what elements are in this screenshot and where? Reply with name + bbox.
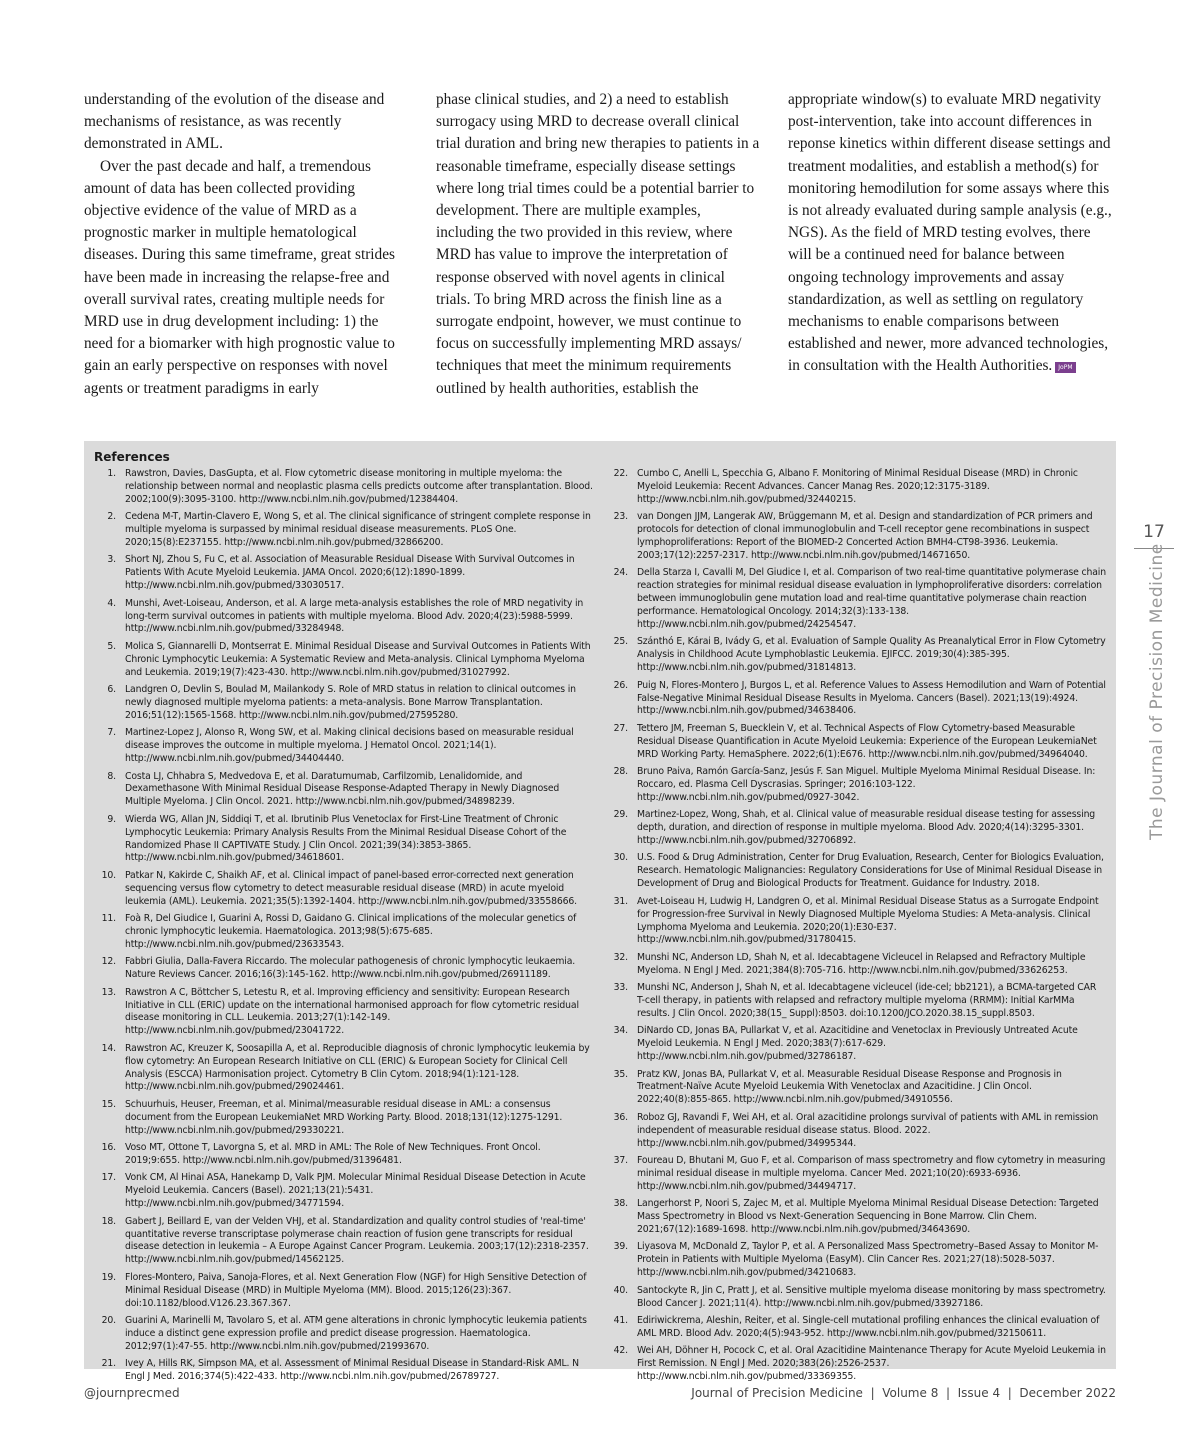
reference-number: 11. bbox=[101, 913, 116, 925]
reference-number: 36. bbox=[613, 1111, 628, 1123]
reference-item bbox=[94, 1099, 594, 1138]
body-column-2 bbox=[436, 89, 762, 400]
reference-number: 8. bbox=[107, 770, 116, 782]
journal-title-vertical: The Journal of Precision Medicine bbox=[1147, 543, 1167, 840]
reference-text: Ivey A, Hills RK, Simpson MA, et al. Assessment of Minimal Residual Disease in Standard-Risk AML. N Engl J Med. 2016;374(5):422-433. http://www.ncbi.nlm.nih.gov/pubmed/26789727. bbox=[125, 1358, 579, 1383]
reference-item bbox=[94, 511, 594, 550]
reference-text: Vonk CM, Al Hinai ASA, Hanekamp D, Valk PJM. Molecular Minimal Residual Disease Detection in Acute Myeloid Leukemia. Cancers (Basel). 2021;13(21):5431. http://www.ncbi.nlm.nih.gov/pubmed/34771594. bbox=[125, 1172, 586, 1210]
reference-text: Guarini A, Marinelli M, Tavolaro S, et al. ATM gene alterations in chronic lymphocytic leukemia patients induce a distinct gene expression profile and predict disease progression. Haematologica. 2012;97(1):47-55. http://www.ncbi.nlm.nih.gov/pubmed/21993670. bbox=[125, 1314, 587, 1352]
reference-number: 21. bbox=[101, 1358, 116, 1370]
reference-item bbox=[606, 766, 1106, 805]
references-box bbox=[84, 441, 1116, 1383]
reference-number: 23. bbox=[613, 511, 628, 523]
reference-text: Short NJ, Zhou S, Fu C, et al. Association of Measurable Residual Disease With Survival Outcomes in Patients With Acute Myeloid Leukemia. JAMA Oncol. 2020;6(12):1890-1899. http://www.ncbi.nlm.nih.gov/pubmed/33030517. bbox=[125, 554, 575, 592]
reference-number: 22. bbox=[613, 468, 628, 479]
reference-item bbox=[94, 554, 594, 593]
reference-item bbox=[94, 1315, 594, 1354]
reference-number: 34. bbox=[613, 1025, 628, 1037]
reference-text: Cedena M-T, Martin-Clavero E, Wong S, et al. The clinical significance of stringent complete response in multiple myeloma is surpassed by minimal residual disease measurements. PLoS One. 2020;15(8):E237155. http://www.ncbi.nlm.nih.gov/pubmed/32866200. bbox=[125, 511, 591, 549]
reference-number: 25. bbox=[613, 636, 628, 648]
reference-item bbox=[94, 987, 594, 1039]
page-number: 17 bbox=[1143, 522, 1165, 542]
reference-number: 13. bbox=[101, 986, 116, 998]
reference-number: 28. bbox=[613, 766, 628, 778]
body-column-3 bbox=[788, 89, 1114, 400]
reference-item bbox=[94, 1216, 594, 1268]
reference-item bbox=[94, 598, 594, 637]
reference-item bbox=[94, 468, 594, 507]
reference-number: 20. bbox=[101, 1314, 116, 1326]
reference-number: 12. bbox=[101, 956, 116, 968]
reference-item bbox=[94, 727, 594, 766]
reference-text: Ediriwickrema, Aleshin, Reiter, et al. Single-cell mutational profiling enhances the clinical evaluation of AML MRD. Blood Adv. 2020;4(5):943-952. http://www.ncbi.nlm.nih.gov/pubmed/32150611. bbox=[637, 1314, 1100, 1339]
reference-text: Martinez-Lopez J, Alonso R, Wong SW, et al. Making clinical decisions based on measurable residual disease improves the outcome in multiple myeloma. J Hematol Oncol. 2021;14(1). http://www.ncbi.nlm.nih.gov/pubmed/34404440. bbox=[125, 727, 574, 765]
journal-citation: Journal of Precision Medicine | Volume 8 | Issue 4 | December 2022 bbox=[691, 1386, 1116, 1400]
reference-text: Szánthó E, Kárai B, Ivády G, et al. Evaluation of Sample Quality As Preanalytical Error in Flow Cytometry Analysis in Childhood Acute Lymphoblastic Leukemia. EJIFCC. 2019;30(4):385-395. http://www.ncbi.nlm.nih.gov/pubmed/31814813. bbox=[637, 636, 1106, 674]
reference-number: 37. bbox=[613, 1155, 628, 1166]
body-column-1 bbox=[84, 89, 410, 400]
reference-text: Tettero JM, Freeman S, Buecklein V, et al. Technical Aspects of Flow Cytometry-based Measurable Residual Disease Quantification in Acute Myeloid Leukemia: Experience of the European LeukemiaNet MRD Working Party. HemaSphere. 2022;6(1):E676. http://www.ncbi.nlm.nih.gov/pubmed/34964040. bbox=[637, 722, 1097, 760]
reference-number: 6. bbox=[107, 684, 116, 696]
page-footer bbox=[84, 1386, 1116, 1400]
reference-number: 1. bbox=[107, 468, 116, 479]
reference-text: Munshi NC, Anderson LD, Shah N, et al. Idecabtagene Vicleucel in Relapsed and Refractory Multiple Myeloma. N Engl J Med. 2021;384(8):705-716. http://www.ncbi.nlm.nih.gov/pubmed/33626253. bbox=[637, 951, 1086, 976]
reference-number: 35. bbox=[613, 1068, 628, 1080]
social-handle: @journprecmed bbox=[84, 1386, 180, 1400]
reference-number: 7. bbox=[107, 727, 116, 739]
reference-item bbox=[606, 952, 1106, 978]
reference-item bbox=[94, 814, 594, 866]
reference-text: Roboz GJ, Ravandi F, Wei AH, et al. Oral azacitidine prolongs survival of patients with AML in remission independent of measurable residual disease status. Blood. 2022. http://www.ncbi.nlm.nih.gov/pubmed/34995344. bbox=[637, 1111, 1099, 1149]
reference-number: 17. bbox=[101, 1172, 116, 1184]
reference-text: Wei AH, Döhner H, Pocock C, et al. Oral Azacitidine Maintenance Therapy for Acute Myeloid Leukemia in First Remission. N Engl J Med. 2020;383(26):2526-2537. http://www.ncbi.nlm.nih.gov/pubmed/33369355. bbox=[637, 1345, 1106, 1383]
reference-text: U.S. Food & Drug Administration, Center for Drug Evaluation, Research, Center for Biologics Evaluation, Research. Hematologic Malignancies: Regulatory Considerations for Use of Minimal Residual Disease in Development of Drug and Biological Products for Treatment. Guidance for Industry. 2018. bbox=[637, 852, 1104, 890]
reference-item bbox=[606, 511, 1106, 563]
reference-number: 15. bbox=[101, 1098, 116, 1110]
reference-number: 10. bbox=[101, 869, 116, 881]
reference-number: 27. bbox=[613, 722, 628, 734]
reference-item bbox=[94, 870, 594, 909]
reference-number: 41. bbox=[613, 1314, 628, 1326]
reference-text: Rawstron A C, Böttcher S, Letestu R, et al. Improving efficiency and sensitivity: European Research Initiative in CLL (ERIC) update on the international harmonised approach for flow cytometric residual disease monitoring in CLL. Leukemia. 2013;27(1):142-149. http://www.ncbi.nlm.nih.gov/pubmed/23041722. bbox=[125, 986, 579, 1037]
reference-text: Avet-Loiseau H, Ludwig H, Landgren O, et al. Minimal Residual Disease Status as a Surrogate Endpoint for Progression-free Survival in Newly Diagnosed Multiple Myeloma Studies: A Meta-analysis. Clinical Lymphoma Myeloma and Leukemia. 2020;20(1):E30-E37. http://www.ncbi.nlm.nih.gov/pubmed/31780415. bbox=[637, 895, 1099, 946]
paragraph: understanding of the evolution of the disease and mechanisms of resistance, as was recently demonstrated in AML. bbox=[84, 91, 385, 153]
reference-number: 33. bbox=[613, 982, 628, 994]
reference-number: 32. bbox=[613, 951, 628, 963]
paragraph-text: appropriate window(s) to evaluate MRD negativity post-intervention, take into account differences in reponse kinetics within different disease settings and treatment modalities, and establish a method(s) for monitoring hemodilution for some assays where this is not already evaluated during sample analysis (e.g., NGS). As the field of MRD testing evolves, there will be a continued need for balance between ongoing technology improvements and assay standardization, as well as settling on regulatory mechanisms to enable comparisons between established and newer, more advanced technologies, in consultation with the Health Authorities. bbox=[788, 91, 1112, 375]
reference-text: Puig N, Flores-Montero J, Burgos L, et al. Reference Values to Assess Hemodilution and Warn of Potential False-Negative Minimal Residual Disease Results in Myeloma. Cancers (Basel). 2021;13(19):4924. http://www.ncbi.nlm.nih.gov/pubmed/34638406. bbox=[637, 679, 1106, 717]
reference-number: 42. bbox=[613, 1345, 628, 1357]
reference-number: 18. bbox=[101, 1215, 116, 1227]
reference-item bbox=[606, 1285, 1106, 1311]
reference-item bbox=[606, 680, 1106, 719]
reference-item bbox=[606, 982, 1106, 1021]
reference-number: 30. bbox=[613, 852, 628, 864]
reference-text: Gabert J, Beillard E, van der Velden VHJ, et al. Standardization and quality control studies of 'real-time' quantitative reverse transcriptase polymerase chain reaction of fusion gene transcripts for residual disease detection in leukemia – A Europe Against Cancer Program. Leukemia. 2003;17(12):2318-2357. http://www.ncbi.nlm.nih.gov/pubmed/14562125. bbox=[125, 1215, 589, 1266]
reference-number: 14. bbox=[101, 1042, 116, 1054]
reference-text: Bruno Paiva, Ramón García-Sanz, Jesús F. San Miguel. Multiple Myeloma Minimal Residual Disease. In: Roccaro, ed. Plasma Cell Dyscrasias. Springer; 2016:103-122. http://www.ncbi.nlm.nih.gov/pubmed/0927-3042. bbox=[637, 766, 1096, 803]
reference-number: 5. bbox=[107, 640, 116, 652]
reference-item bbox=[606, 567, 1106, 632]
reference-item bbox=[606, 1112, 1106, 1151]
reference-text: Rawstron AC, Kreuzer K, Soosapilla A, et al. Reproducible diagnosis of chronic lymphocytic leukemia by flow cytometry: An European Research Initiative on CLL (ERIC) & European Society for Clinical Cell Analysis (ESCCA) Harmonisation project. Cytometry B Clin Cytom. 2018;94(1):121-128. http://www.ncbi.nlm.nih.gov/pubmed/29024461. bbox=[125, 1042, 590, 1093]
reference-number: 4. bbox=[107, 597, 116, 609]
reference-item bbox=[94, 1172, 594, 1211]
reference-item bbox=[606, 468, 1106, 507]
reference-text: Wierda WG, Allan JN, Siddiqi T, et al. Ibrutinib Plus Venetoclax for First-Line Treatment of Chronic Lymphocytic Leukemia: Primary Analysis Results From the Minimal Residual Disease Cohort of the Randomized Phase II CAPTIVATE Study. J Clin Oncol. 2021;39(34):3853-3865. http://www.ncbi.nlm.nih.gov/pubmed/34618601. bbox=[125, 813, 567, 864]
reference-item bbox=[606, 1315, 1106, 1341]
reference-number: 9. bbox=[107, 813, 116, 825]
reference-item bbox=[94, 1272, 594, 1311]
references-column-right bbox=[606, 468, 1106, 1389]
reference-text: Della Starza I, Cavalli M, Del Giudice I, et al. Comparison of two real-time quantitative polymerase chain reaction strategies for minimal residual disease evaluation in lymphoproliferative disorders: correlation between immunoglobulin gene mutation load and real-time quantitative polymerase chain reaction performance. Hematological Oncology. 2014;32(3):133-138. http://www.ncbi.nlm.nih.gov/pubmed/24254547. bbox=[637, 567, 1106, 630]
reference-text: Munshi NC, Anderson J, Shah N, et al. Idecabtagene vicleucel (ide-cel; bb2121), a BCMA-targeted CAR T-cell therapy, in patients with relapsed and refractory multiple myeloma (RRMM): Initial KarMMa results. J Clin Oncol. 2020;38(15_ Suppl):8503. doi:10.1200/JCO.2020.38.15_suppl.8503. bbox=[637, 982, 1097, 1019]
references-column-left bbox=[94, 468, 594, 1389]
reference-text: Pratz KW, Jonas BA, Pullarkat V, et al. Measurable Residual Disease Response and Prognosis in Treatment-Naïve Acute Myeloid Leukemia With Venetoclax and Azacitidine. J Clin Oncol. 2022;40(8):855-865. http://www.ncbi.nlm.nih.gov/pubmed/34910556. bbox=[637, 1068, 1062, 1106]
reference-number: 19. bbox=[101, 1271, 116, 1283]
reference-text: Schuurhuis, Heuser, Freeman, et al. Minimal/measurable residual disease in AML: a consensus document from the European LeukemiaNet MRD Working Party. Blood. 2018;131(12):1275-1291. http://www.ncbi.nlm.nih.gov/pubmed/29330221. bbox=[125, 1098, 563, 1136]
reference-item bbox=[606, 1345, 1106, 1384]
reference-item bbox=[606, 1241, 1106, 1280]
reference-number: 26. bbox=[613, 679, 628, 691]
reference-number: 3. bbox=[107, 554, 116, 566]
reference-text: DiNardo CD, Jonas BA, Pullarkat V, et al. Azacitidine and Venetoclax in Previously Untreated Acute Myeloid Leukemia. N Engl J Med. 2020;383(7):617-629. http://www.ncbi.nlm.nih.gov/pubmed/32786187. bbox=[637, 1025, 1078, 1063]
reference-item bbox=[94, 1142, 594, 1168]
reference-number: 40. bbox=[613, 1284, 628, 1296]
reference-item bbox=[94, 641, 594, 680]
reference-text: Langerhorst P, Noori S, Zajec M, et al. Multiple Myeloma Minimal Residual Disease Detection: Targeted Mass Spectrometry in Blood vs Next-Generation Sequencing in Bone Marrow. Clin Chem. 2021;67(12):1689-1698. http://www.ncbi.nlm.nih.gov/pubmed/34643690. bbox=[637, 1198, 1099, 1236]
reference-text: Cumbo C, Anelli L, Specchia G, Albano F. Monitoring of Minimal Residual Disease (MRD) in Chronic Myeloid Leukemia: Recent Advances. Cancer Manag Res. 2020;12:3175-3189. http://www.ncbi.nlm.nih.gov/pubmed/32440215. bbox=[637, 468, 1078, 505]
references-title: References bbox=[94, 450, 170, 464]
reference-number: 24. bbox=[613, 567, 628, 579]
reference-text: van Dongen JJM, Langerak AW, Brüggemann M, et al. Design and standardization of PCR primers and protocols for detection of clonal immunoglobulin and T-cell receptor gene recombinations in suspect lymphoproliferations: Report of the BIOMED-2 Concerted Action BMH4-CT98-3936. Leukemia. 2003;17(12):2257-2317. http://www.ncbi.nlm.nih.gov/pubmed/14671650. bbox=[637, 511, 1093, 561]
paragraph bbox=[788, 89, 1114, 378]
reference-item bbox=[606, 896, 1106, 948]
reference-item bbox=[606, 1198, 1106, 1237]
reference-text: Flores-Montero, Paiva, Sanoja-Flores, et al. Next Generation Flow (NGF) for High Sensitive Detection of Minimal Residual Disease (MRD) in Multiple Myeloma (MM). Blood. 2015;126(23):367. doi:10.1182/blood.V126.23.367.367. bbox=[125, 1271, 587, 1309]
reference-text: Costa LJ, Chhabra S, Medvedova E, et al. Daratumumab, Carfilzomib, Lenalidomide, and Dexamethasone With Minimal Residual Disease Response-Adapted Therapy in Newly Diagnosed Multiple Myeloma. J Clin Oncol. 2021. http://www.ncbi.nlm.nih.gov/pubmed/34898239. bbox=[125, 770, 560, 808]
reference-text: Santockyte R, Jin C, Pratt J, et al. Sensitive multiple myeloma disease monitoring by mass spectrometry. Blood Cancer J. 2021;11(4). http://www.ncbi.nlm.nih.gov/pubmed/33927186. bbox=[637, 1284, 1106, 1309]
reference-number: 16. bbox=[101, 1142, 116, 1154]
paragraph: Over the past decade and half, a tremendous amount of data has been collected providing objective evidence of the value of MRD as a prognostic marker in multiple hematological diseases. During this same timeframe, great strides have been made in increasing the relapse-free and overall survival rates, creating multiple needs for MRD use in drug development including: 1) the need for a biomarker with high prognostic value to gain an early perspective on responses with novel agents or treatment paradigms in early bbox=[84, 157, 395, 397]
reference-item bbox=[94, 771, 594, 810]
reference-text: Foureau D, Bhutani M, Guo F, et al. Comparison of mass spectrometry and flow cytometry in measuring minimal residual disease in multiple myeloma. Cancer Med. 2021;10(20):6933-6936. http://www.ncbi.nlm.nih.gov/pubmed/34494717. bbox=[637, 1155, 1106, 1192]
reference-text: Munshi, Avet-Loiseau, Anderson, et al. A large meta-analysis establishes the role of MRD negativity in long-term survival outcomes in patients with multiple myeloma. Blood Adv. 2020;4(23):5988-5999. http://www.ncbi.nlm.nih.gov/pubmed/33284948. bbox=[125, 597, 584, 635]
paragraph: phase clinical studies, and 2) a need to establish surrogacy using MRD to decrease overall clinical trial duration and bring new therapies to patients in a reasonable timeframe, especially disease settings where long trial times could be a potential barrier to development. There are multiple examples, including the two provided in this review, where MRD has value to improve the interpretation of response observed with novel agents in clinical trials. To bring MRD across the finish line as a surrogate endpoint, however, we must continue to focus on successfully implementing MRD assays/ techniques that meet the minimum requirements outlined by health authorities, establish the bbox=[436, 91, 760, 397]
reference-item bbox=[94, 684, 594, 723]
reference-text: Voso MT, Ottone T, Lavorgna S, et al. MRD in AML: The Role of New Techniques. Front Oncol. 2019;9:655. http://www.ncbi.nlm.nih.gov/pubmed/31396481. bbox=[125, 1142, 541, 1166]
reference-text: Liyasova M, McDonald Z, Taylor P, et al. A Personalized Mass Spectrometry–Based Assay to Monitor M-Protein in Patients with Multiple Myeloma (EasyM). Clin Cancer Res. 2021;27(18):5028-5037. http://www.ncbi.nlm.nih.gov/pubmed/34210683. bbox=[637, 1241, 1099, 1279]
reference-item bbox=[606, 636, 1106, 675]
reference-item bbox=[94, 956, 594, 982]
reference-item bbox=[606, 1025, 1106, 1064]
reference-text: Molica S, Giannarelli D, Montserrat E. Minimal Residual Disease and Survival Outcomes in Patients With Chronic Lymphocytic Leukemia: A Systematic Review and Meta-analysis. Clinical Lymphoma Myeloma and Leukemia. 2019;19(7):423-430. http://www.ncbi.nlm.nih.gov/pubmed/31027992. bbox=[125, 640, 591, 678]
reference-text: Landgren O, Devlin S, Boulad M, Mailankody S. Role of MRD status in relation to clinical outcomes in newly diagnosed multiple myeloma patients: a meta-analysis. Bone Marrow Transplantation. 2016;51(12):1565-1568. http://www.ncbi.nlm.nih.gov/pubmed/27595280. bbox=[125, 684, 576, 721]
reference-number: 39. bbox=[613, 1241, 628, 1253]
reference-item bbox=[94, 913, 594, 952]
reference-item bbox=[94, 1358, 594, 1384]
reference-text: Rawstron, Davies, DasGupta, et al. Flow cytometric disease monitoring in multiple myeloma: the relationship between normal and neoplastic plasma cells predicts outcome after transplantation. Blood. 2002;100(9):3095-3100. http://www.ncbi.nlm.nih.gov/pubmed/12384404. bbox=[125, 468, 593, 505]
reference-item bbox=[606, 809, 1106, 848]
reference-number: 31. bbox=[613, 895, 628, 907]
reference-number: 29. bbox=[613, 809, 628, 821]
reference-item bbox=[606, 852, 1106, 891]
reference-text: Fabbri Giulia, Dalla-Favera Riccardo. The molecular pathogenesis of chronic lymphocytic leukaemia. Nature Reviews Cancer. 2016;16(3):145-162. http://www.ncbi.nlm.nih.gov/pubmed/26911189. bbox=[125, 956, 576, 981]
reference-item bbox=[606, 1155, 1106, 1194]
reference-text: Foà R, Del Giudice I, Guarini A, Rossi D, Gaidano G. Clinical implications of the molecular genetics of chronic lymphocytic leukemia. Haematologica. 2013;98(5):675-685. http://www.ncbi.nlm.nih.gov/pubmed/23633543. bbox=[125, 913, 577, 950]
end-of-article-badge: JoPM bbox=[1055, 362, 1075, 373]
reference-text: Patkar N, Kakirde C, Shaikh AF, et al. Clinical impact of panel-based error-corrected next generation sequencing versus flow cytometry to detect measurable residual disease (MRD) in acute myeloid leukemia (AML). Leukemia. 2021;35(5):1392-1404. http://www.ncbi.nlm.nih.gov/pubmed/33558666. bbox=[125, 869, 577, 907]
reference-text: Martinez-Lopez, Wong, Shah, et al. Clinical value of measurable residual disease testing for assessing depth, duration, and direction of response in multiple myeloma. Blood Adv. 2020;4(14):3295-3301. http://www.ncbi.nlm.nih.gov/pubmed/32706892. bbox=[637, 809, 1096, 847]
reference-item bbox=[606, 723, 1106, 762]
reference-number: 2. bbox=[107, 511, 116, 523]
reference-item bbox=[94, 1043, 594, 1095]
article-body bbox=[84, 89, 1114, 400]
references-columns bbox=[94, 468, 1106, 1389]
reference-number: 38. bbox=[613, 1198, 628, 1210]
reference-item bbox=[606, 1069, 1106, 1108]
